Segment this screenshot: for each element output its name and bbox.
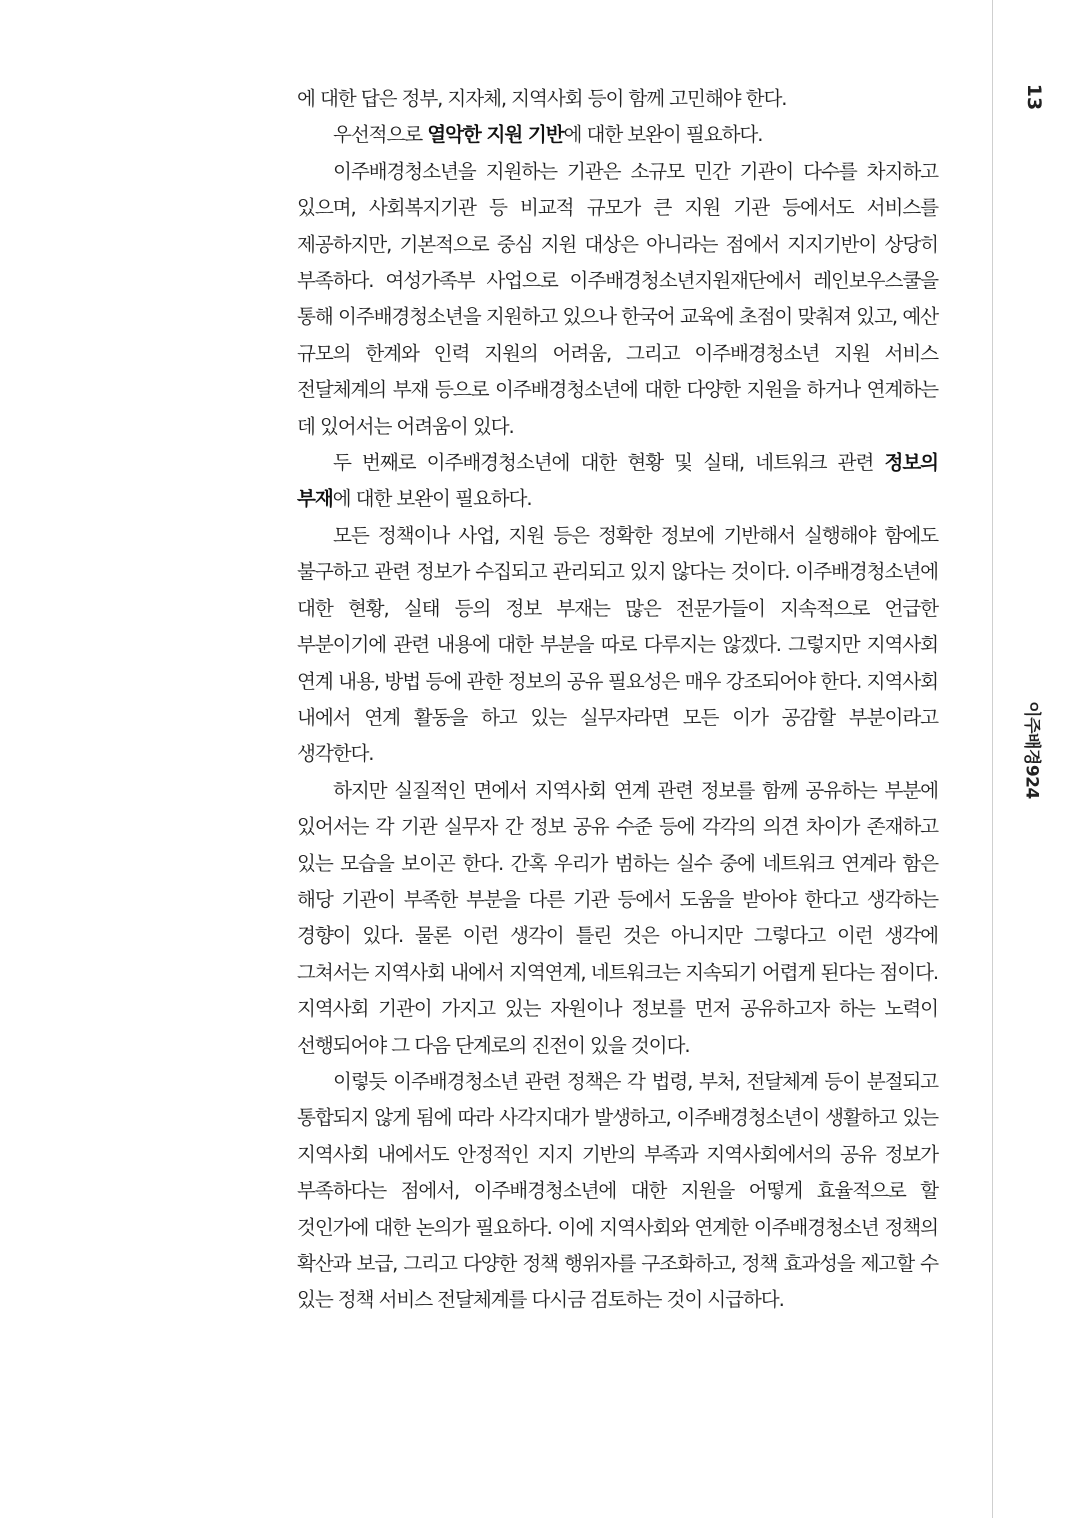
paragraph-2-text-start: 우선적으로 (333, 123, 428, 147)
margin-divider (992, 0, 993, 1518)
paragraph-2 (297, 117, 938, 153)
paragraph-4-text-start: 두 번째로 이주배경청소년에 대한 현황 및 실태, 네트워크 관련 (333, 451, 885, 475)
running-title: 이주배경924 (1021, 701, 1042, 799)
paragraph-4-text-end: 에 대한 보완이 필요하다. (332, 487, 532, 511)
paragraph-2-emphasis: 열악한 지원 기반 (427, 123, 564, 147)
paragraph-7: 이렇듯 이주배경청소년 관련 정책은 각 법령, 부처, 전달체계 등이 분절되고 통합되지 않게 됨에 따라 사각지대가 발생하고, 이주배경청소년이 생활하고 있는 지역사회 내에서도 안정적인 지지 기반의 부족과 지역사회에서의 공유 정보가 부족하다는 점에서, 이주배경청소년에 대한 지원을 어떻게 효율적으로 할 것인가에 대한 논의가 필요하다. 이에 지역사회와 연계한 이주배경청소년 정책의 확산과 보급, 그리고 다양한 정책 행위자를 구조화하고, 정책 효과성을 제고할 수 있는 정책 서비스 전달체계를 다시금 검토하는 것이 시급하다. (297, 1069, 938, 1312)
paragraph-3: 이주배경청소년을 지원하는 기관은 소규모 민간 기관이 다수를 차지하고 있으며, 사회복지기관 등 비교적 규모가 큰 지원 기관 등에서도 서비스를 제공하지만, 기본적으로 중심 지원 대상은 아니라는 점에서 지지기반이 상당히 부족하다. 여성가족부 사업으로 이주배경청소년지원재단에서 레인보우스쿨을 통해 이주배경청소년을 지원하고 있으나 한국어 교육에 초점이 맞춰져 있고, 예산 규모의 한계와 인력 지원의 어려움, 그리고 이주배경청소년 지원 서비스 전달체계의 부재 등으로 이주배경청소년에 대한 다양한 지원을 하거나 연계하는 데 있어서는 어려움이 있다. (297, 159, 938, 438)
page-number: 13 (1023, 83, 1045, 111)
body-text (297, 81, 938, 1319)
paragraph-2-text-end: 에 대한 보완이 필요하다. (563, 123, 763, 147)
paragraph-4 (297, 445, 938, 518)
paragraph-4-emphasis: 정보의 부재 (297, 451, 938, 511)
paragraph-1: 에 대한 답은 정부, 지자체, 지역사회 등이 함께 고민해야 한다. (297, 87, 787, 110)
paragraph-5: 모든 정책이나 사업, 지원 등은 정확한 정보에 기반해서 실행해야 함에도 불구하고 관련 정보가 수집되고 관리되고 있지 않다는 것이다. 이주배경청소년에 대한 현황, 실태 등의 정보 부재는 많은 전문가들이 지속적으로 언급한 부분이기에 관련 내용에 대한 부분을 따로 다루지는 않겠다. 그렇지만 지역사회 연계 내용, 방법 등에 관한 정보의 공유 필요성은 매우 강조되어야 한다. 지역사회 내에서 연계 활동을 하고 있는 실무자라면 모든 이가 공감할 부분이라고 생각한다. (297, 523, 938, 766)
paragraph-6: 하지만 실질적인 면에서 지역사회 연계 관련 정보를 함께 공유하는 부분에 있어서는 각 기관 실무자 간 정보 공유 수준 등에 각각의 의견 차이가 존재하고 있는 모습을 보이곤 한다. 간혹 우리가 범하는 실수 중에 네트워크 연계라 함은 해당 기관이 부족한 부분을 다른 기관 등에서 도움을 받아야 한다고 생각하는 경향이 있다. 물론 이런 생각이 틀린 것은 아니지만 그렇다고 이런 생각에 그쳐서는 지역사회 내에서 지역연계, 네트워크는 지속되기 어렵게 된다는 점이다. 지역사회 기관이 가지고 있는 자원이나 정보를 먼저 공유하고자 하는 노력이 선행되어야 그 다음 단계로의 진전이 있을 것이다. (297, 778, 938, 1057)
